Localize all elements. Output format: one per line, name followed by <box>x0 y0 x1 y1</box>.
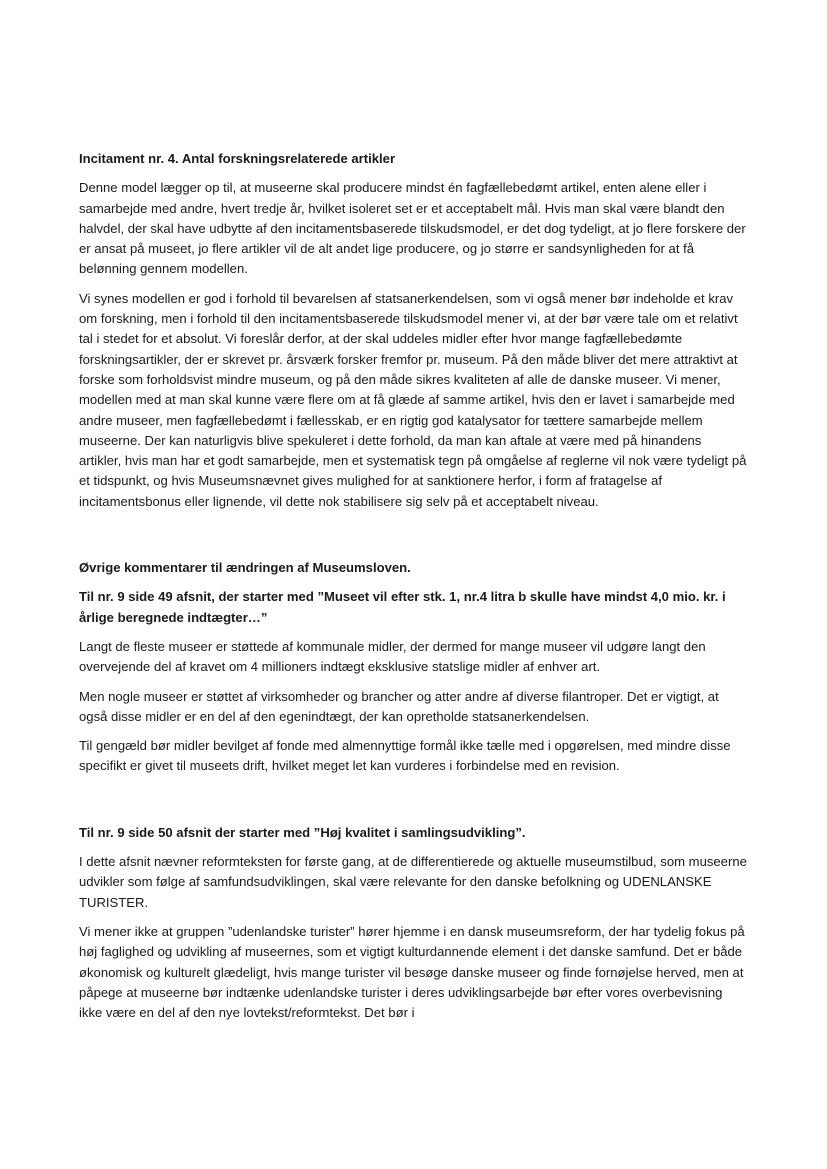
paragraph-foundation-funds: Til gengæld bør midler bevilget af fonde med almennyttige formål ikke tælle med i opgørelsen, med mindre disse specifikt er givet til museets drift, hvilket meget let kan vurderes i forbindelse med en revision. <box>79 738 731 774</box>
paragraph-business-funds: Men nogle museer er støttet af virksomheder og brancher og atter andre af diverse filantroper. Det er vigtigt, at også disse midler er en del af den egenindtægt, der kan opretholde statsanerkendelsen. <box>79 688 719 724</box>
subsection-heading-page-50: Til nr. 9 side 50 afsnit der starter med ”Høj kvalitet i samlingsudvikling”. <box>79 824 526 840</box>
subsection-heading-page-49: Til nr. 9 side 49 afsnit, der starter med ”Museet vil efter stk. 1, nr.4 litra b skulle have mindst 4,0 mio. kr. i årlige beregnede indtægter…” <box>79 589 726 625</box>
document-body <box>79 149 747 1032</box>
paragraph-model-description: Denne model lægger op til, at museerne skal producere mindst én fagfællebedømt artikel, enten alene eller i samarbejde med andre, hvert tredje år, hvilket isoleret set er et acceptabelt mål. Hvis man skal være blandt den halvdel, der skal have udbytte af den incitamentsbaserede tilskudsmodel, er det dog tydeligt, at jo flere forskere der er ansat på museet, jo flere artikler vil de alt andet lige producere, og jo større er sandsynligheden for at få belønning gennem modellen. <box>79 180 746 277</box>
paragraph-model-opinion: Vi synes modellen er god i forhold til bevarelsen af statsanerkendelsen, som vi også mener bør indeholde et krav om forskning, men i forhold til den incitamentsbaserede tilskudsmodel mener vi, at der bør være tale om et relativt tal i stedet for et absolut. Vi foreslår derfor, at der skal uddeles midler efter hvor mange fagfællebedømte forskningsartikler, der er skrevet pr. årsværk forsker fremfor pr. museum. På den måde bliver det mere attraktivt at forske som forholdsvist mindre museum, og på den måde sikres kvaliteten af alle de danske museer. Vi mener, modellen med at man skal kunne være flere om at få glæde af samme artikel, hvis den er lavet i samarbejde med andre museer, men fagfællebedømt i fællesskab, er en rigtig god katalysator for tættere samarbejde mellem museerne. Der kan naturligvis blive spekuleret i dette forhold, da man kan aftale at være med på hinandens artikler, hvis man har et godt samarbejde, men et systematisk tegn på omgåelse af reglerne vil nok være tydeligt på et tidspunkt, og hvis Museumsnævnet gives mulighed for at sanktionere herfor, i form af fratagelse af incitamentsbonus eller lignende, vil dette nok stabilisere sig selv på et acceptabelt niveau. <box>79 290 747 509</box>
section-heading-other-comments: Øvrige kommentarer til ændringen af Museumsloven. <box>79 560 411 576</box>
paragraph-foreign-tourists-opinion: Vi mener ikke at gruppen ”udenlandske turister” hører hjemme i en dansk museumsreform, der har tydelig fokus på høj faglighed og udvikling af museernes, som et vigtigt kulturdannende element i det danske samfund. Det er både økonomisk og kulturelt glædeligt, hvis mange turister vil besøge danske museer og finde fornøjelse herved, men at påpege at museerne bør indtænke udenlandske turister i deres udviklingsarbejde bør efter vores overbevisning ikke være en del af den nye lovtekst/reformtekst. Det bør i <box>79 923 745 1021</box>
paragraph-foreign-tourists-intro: I dette afsnit nævner reformteksten for første gang, at de differentierede og aktuelle museumstilbud, som museerne udvikler som følge af samfundsudviklingen, skal være relevante for den danske befolkning og UDENLANSKE TURISTER. <box>79 854 747 910</box>
section-heading-incitament-4: Incitament nr. 4. Antal forskningsrelaterede artikler <box>79 151 396 166</box>
paragraph-municipal-funds: Langt de fleste museer er støttede af kommunale midler, der dermed for mange museer vil udgøre langt den overvejende del af kravet om 4 millioners indtægt eksklusive statslige midler af enhver art. <box>79 638 706 675</box>
